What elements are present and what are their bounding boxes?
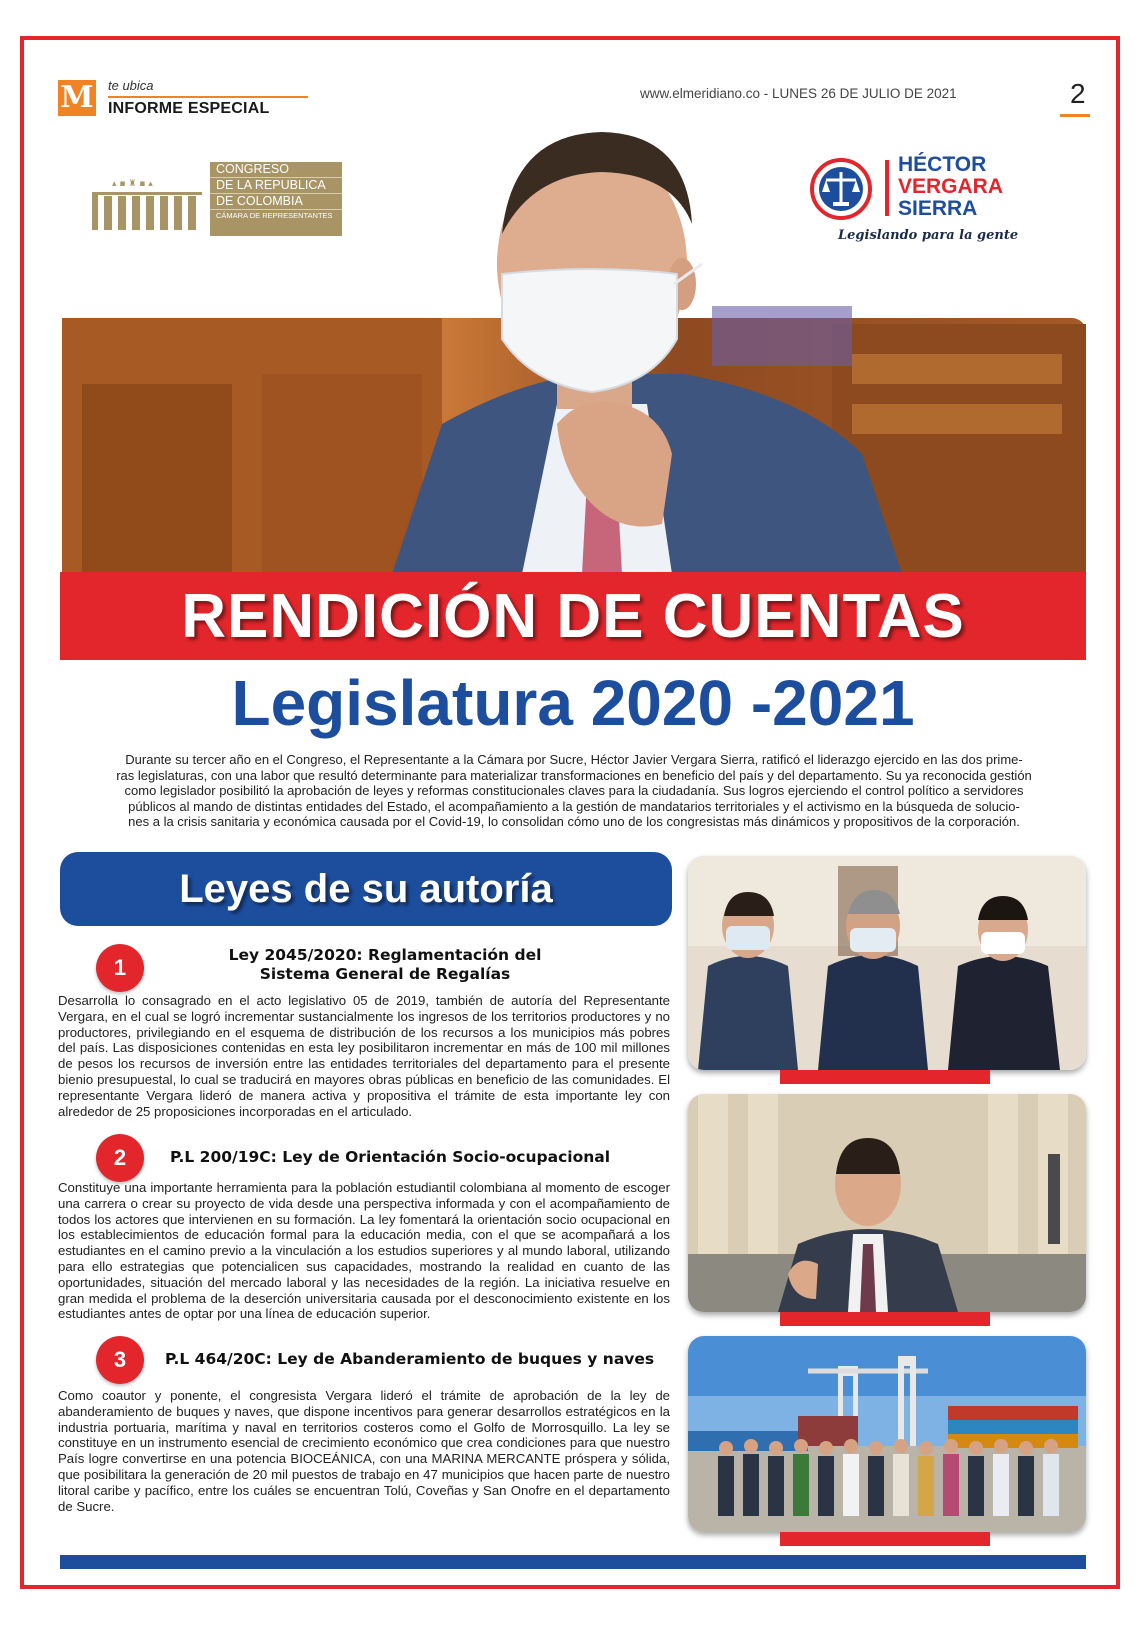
congreso-chamber: CÁMARA DE REPRESENTANTES	[216, 211, 333, 220]
law-body: Constituye una importante herramienta para la población estudiantil colombiana al momento de escoger una carrera o crear su proyecto de vida desde una perspectiva informada y con el acompañamiento de todos los actores que intervienen en su formación. La ley fomentará la orientación socio ocupacional en los establecimientos de educación formal para la educación media, con el que se acompañará a los estudiantes en el camino previo a la vinculación a los estudios superiores y al mundo laboral, utilizando para ello estrategias que potencialicen sus capacidades, mostrando la realidad en cuanto de las oportunidades, situación del mercado laboral y las necesidades de la región. La iniciativa resuelve en gran medida el problema de la deserción universitaria causada por el desconocimiento existente en los estudiantes antes de optar por una línea de educación superior.	[58, 1180, 670, 1322]
law-number-badge: 2	[96, 1134, 144, 1182]
newspaper-tagline: te ubica	[108, 78, 154, 93]
law-body: Desarrolla lo consagrado en el acto legislativo 05 de 2019, también de autoría del Representante Vergara, en el cual se logró incrementar sustancialmente los ingresos de los territorios productores y no productores, privilegiando en el esquema de distribución de los recursos a los municipios más pobres del país. Las disposiciones contenidas en esta ley posibilitaron incrementar en más de 100 mil millones de pesos los recursos de inversión entre las entidades territoriales del departamento para el presente bienio presupuestal, lo cual se traducirá en mayores obras públicas en beneficio de las comunidades. El representante Vergara lideró de manera activa y propositiva el trámite de esta importante ley con alrededor de 25 proposiciones incorporadas en el articulado.	[58, 993, 670, 1119]
intro-line: ras legislaturas, con una labor que resultó determinante para materializar transformaciones en beneficio del país y del departamento. Su ya reconocida gestión	[116, 767, 1032, 783]
law-title-line: Ley 2045/2020: Reglamentación del	[228, 946, 542, 964]
candidate-slogan: Legislando para la gente	[838, 228, 1019, 243]
candidate-name-line-3: SIERRA	[898, 197, 978, 220]
sub-headline: Legislatura 2020 -2021	[231, 667, 915, 739]
newspaper-logo[interactable]: M	[58, 80, 96, 116]
law-number-badge: 1	[96, 944, 144, 992]
law-title-line: Sistema General de Regalías	[259, 965, 511, 983]
congreso-line-1: CONGRESO	[210, 162, 342, 178]
main-headline: RENDICIÓN DE CUENTAS	[181, 582, 965, 651]
law-title-line: P.L 464/20C: Ley de Abanderamiento de buques y naves	[165, 1350, 655, 1368]
law-title	[150, 946, 620, 984]
candidate-name-line-2: VERGARA	[898, 175, 1004, 198]
section-title: Leyes de su autoría	[179, 867, 553, 911]
congreso-line-3: DE COLOMBIA	[210, 194, 342, 210]
law-number-badge: 3	[96, 1336, 144, 1384]
candidate-name[interactable]	[898, 154, 1003, 220]
candidate-name-line-1: HÉCTOR	[898, 153, 987, 176]
intro-paragraph	[72, 752, 1076, 830]
section-label: INFORME ESPECIAL	[108, 100, 270, 117]
photo-accent-bar	[780, 1532, 990, 1546]
law-title-line: P.L 200/19C: Ley de Orientación Socio-ocupacional	[170, 1148, 611, 1166]
page-number-rule	[1060, 114, 1090, 117]
photo-with-president[interactable]	[688, 856, 1086, 1070]
photo-accent-bar	[780, 1312, 990, 1326]
page-number: 2	[1070, 78, 1086, 109]
congreso-logo[interactable]	[210, 162, 342, 236]
candidate-logo-divider	[885, 160, 889, 216]
congreso-line-2: DE LA REPUBLICA	[210, 178, 342, 194]
svg-text:▴ ▪ ♜ ▪ ▴: ▴ ▪ ♜ ▪ ▴	[112, 179, 153, 189]
dateline[interactable]: www.elmeridiano.co - LUNES 26 DE JULIO DE 2021	[640, 86, 957, 101]
scales-of-justice-icon[interactable]	[810, 158, 872, 220]
masthead-rule	[108, 96, 308, 98]
group-photo-image	[688, 856, 1086, 1070]
photo-capitol[interactable]	[688, 1094, 1086, 1312]
photo-port[interactable]	[688, 1336, 1086, 1532]
law-title	[170, 1148, 650, 1167]
port-group-photo-image	[688, 1336, 1086, 1532]
law-body: Como coautor y ponente, el congresista Vergara lideró el trámite de aprobación de la ley de abanderamiento de buques y naves, que dispone incentivos para generar desarrollos estratégicos en la industria portuaria, marítima y naval en territorios costeros como el Golfo de Morrosquillo. La ley se constituye en un instrumento esencial de crecimiento económico que crea condiciones para que nuestro País logre convertirse en una potencia BIOCEÁNICA, con una MARINA MERCANTE próspera y sólida, que posibilitara la generación de 20 mil puestos de trabajo en 47 municipios que hacen parte de nuestro litoral caribe y pacífico, entre los cuáles se encuentran Tolú, Coveñas y San Onofre en el departamento de Sucre.	[58, 1388, 670, 1514]
congreso-building-icon	[92, 178, 202, 230]
footer-bar	[60, 1555, 1086, 1569]
speaker-photo-image	[688, 1094, 1086, 1312]
intro-line: como legislador posibilitó la aprobación de leyes y reformas constitucionales claves para la ciudadanía. Sus logros ejerciendo el control político a servidores	[124, 783, 1024, 799]
law-title	[165, 1350, 655, 1369]
intro-line: nes a la crisis sanitaria y económica causada por el Covid-19, lo consolidan cómo uno de los congresistas más dinámicos y propositivos de la corporación.	[128, 814, 1020, 830]
intro-line: públicos al mando de distintas entidades del Estado, el acompañamiento a la gestión de mandatarios territoriales y el activismo en la búsqueda de solucio-	[128, 798, 1020, 814]
intro-line: Durante su tercer año en el Congreso, el Representante a la Cámara por Sucre, Héctor Javier Vergara Sierra, ratificó el liderazgo ejercido en las dos prime-	[125, 752, 1023, 767]
photo-accent-bar	[780, 1070, 990, 1084]
